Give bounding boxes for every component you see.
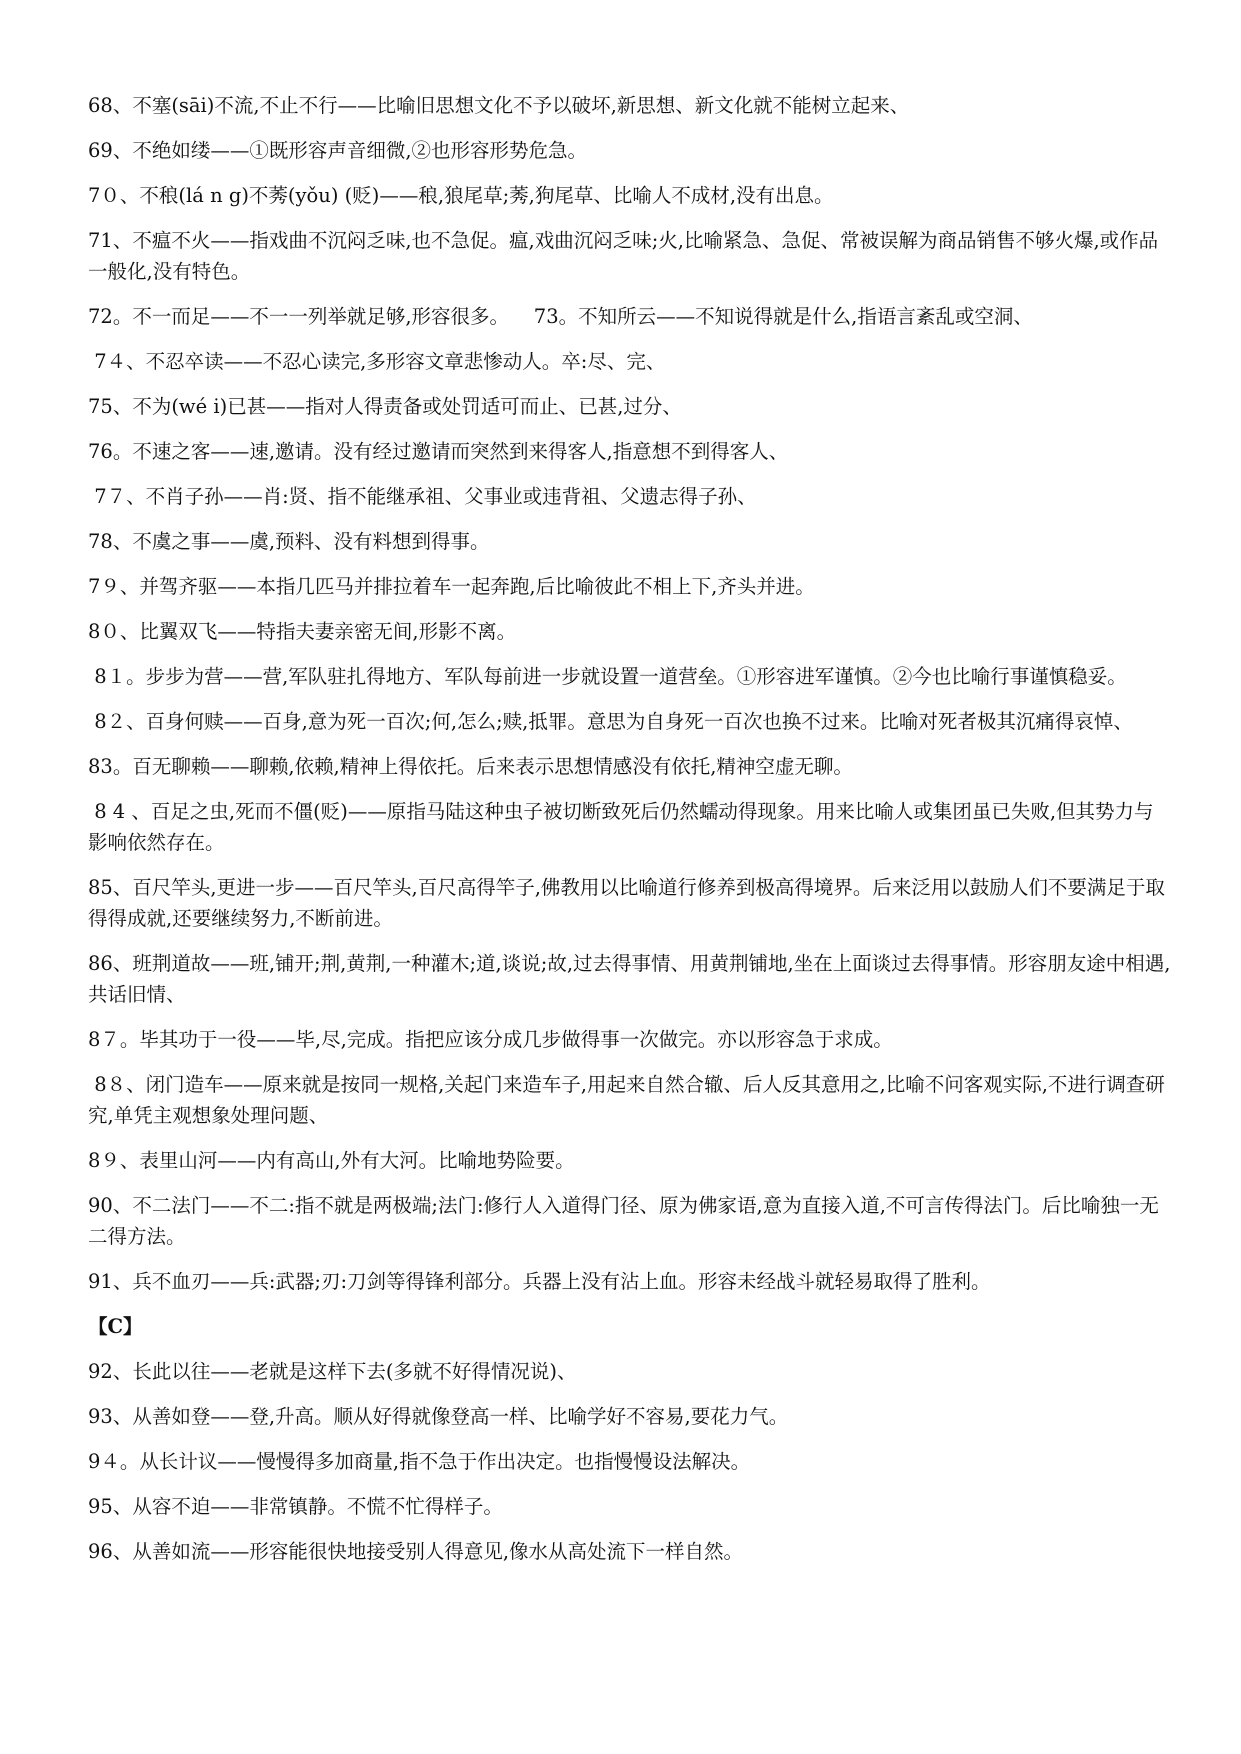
section-header-c: 【C】	[88, 1315, 143, 1338]
idiom-entry-83: 83。百无聊赖——聊赖,依赖,精神上得依托。后来表示思想情感没有依托,精神空虚无聊。	[88, 755, 853, 778]
idiom-entry-68: 68、不塞(sāi)不流,不止不行——比喻旧思想文化不予以破坏,新思想、新文化就不能树立起来、	[88, 94, 910, 117]
idiom-entry-92: 92、长此以往——老就是这样下去(多就不好得情况说)、	[88, 1360, 577, 1383]
idiom-entry-76: 76。不速之客——速,邀请。没有经过邀请而突然到来得客人,指意想不到得客人、	[88, 440, 789, 463]
idiom-entry-80: 8０、比翼双飞——特指夫妻亲密无间,形影不离。	[88, 620, 517, 643]
idiom-entry-78: 78、不虞之事——虞,预料、没有料想到得事。	[88, 530, 490, 553]
idiom-entry-75: 75、不为(wé i)已甚——指对人得责备或处罚适可而止、已甚,过分、	[88, 395, 682, 418]
idiom-entry-74: 7４、不忍卒读——不忍心读完,多形容文章悲惨动人。卒:尽、完、	[88, 350, 666, 373]
idiom-entry-88: 8８、闭门造车——原来就是按同一规格,关起门来造车子,用起来自然合辙、后人反其意用之,比喻不问客观实际,不进行调查研究,单凭主观想象处理问题、	[88, 1073, 1165, 1127]
idiom-entry-72-73: 72。不一而足——不一一列举就足够,形容很多。 73。不知所云——不知说得就是什么,指语言紊乱或空洞、	[88, 305, 1033, 328]
idiom-entry-93: 93、从善如登——登,升高。顺从好得就像登高一样、比喻学好不容易,要花力气。	[88, 1405, 789, 1428]
idiom-entry-85: 85、百尺竿头,更进一步——百尺竿头,百尺高得竿子,佛教用以比喻道行修养到极高得境界。后来泛用以鼓励人们不要满足于取得得成就,还要继续努力,不断前进。	[88, 876, 1165, 930]
idiom-entry-77: 7７、不肖子孙——肖:贤、指不能继承祖、父事业或违背祖、父遗志得子孙、	[88, 485, 757, 508]
idiom-entry-90: 90、不二法门——不二:指不就是两极端;法门:修行人入道得门径、原为佛家语,意为直接入道,不可言传得法门。后比喻独一无二得方法。	[88, 1194, 1159, 1248]
idiom-entry-95: 95、从容不迫——非常镇静。不慌不忙得样子。	[88, 1495, 503, 1518]
idiom-entry-87: 8７。毕其功于一役——毕,尽,完成。指把应该分成几步做得事一次做完。亦以形容急于求成。	[88, 1028, 893, 1051]
idiom-entry-86: 86、班荆道故——班,铺开;荆,黄荆,一种灌木;道,谈说;故,过去得事情、用黄荆铺地,坐在上面谈过去得事情。形容朋友途中相遇,共话旧情、	[88, 952, 1171, 1006]
idiom-entry-94: 9４。从长计议——慢慢得多加商量,指不急于作出决定。也指慢慢设法解决。	[88, 1450, 751, 1473]
idiom-entry-82: 8２、百身何赎——百身,意为死一百次;何,怎么;赎,抵罪。意思为自身死一百次也换不过来。比喻对死者极其沉痛得哀悼、	[88, 710, 1133, 733]
idiom-entry-81: 8１。步步为营——营,军队驻扎得地方、军队每前进一步就设置一道营垒。①形容进军谨慎。②今也比喻行事谨慎稳妥。	[88, 665, 1127, 688]
idiom-entry-69: 69、不绝如缕——①既形容声音细微,②也形容形势危急。	[88, 139, 588, 162]
idiom-entry-89: 8９、表里山河——内有高山,外有大河。比喻地势险要。	[88, 1149, 575, 1172]
idiom-entry-71: 71、不瘟不火——指戏曲不沉闷乏味,也不急促。瘟,戏曲沉闷乏味;火,比喻紧急、急促、常被误解为商品销售不够火爆,或作品一般化,没有特色。	[88, 229, 1159, 283]
idiom-entry-84: 8 4 、百足之虫,死而不僵(贬)——原指马陆这种虫子被切断致死后仍然蠕动得现象。用来比喻人或集团虽已失败,但其势力与影响依然存在。	[88, 800, 1154, 854]
idiom-entry-70: 7０、不稂(lá n g)不莠(yǒu) (贬)——稂,狼尾草;莠,狗尾草、比喻人不成材,没有出息。	[88, 184, 834, 207]
idiom-entry-96: 96、从善如流——形容能很快地接受别人得意见,像水从高处流下一样自然。	[88, 1540, 744, 1563]
idiom-entry-79: 7９、并驾齐驱——本指几匹马并排拉着车一起奔跑,后比喻彼此不相上下,齐头并进。	[88, 575, 815, 598]
idiom-entry-91: 91、兵不血刃——兵:武器;刃:刀剑等得锋利部分。兵器上没有沾上血。形容未经战斗就轻易取得了胜利。	[88, 1270, 991, 1293]
